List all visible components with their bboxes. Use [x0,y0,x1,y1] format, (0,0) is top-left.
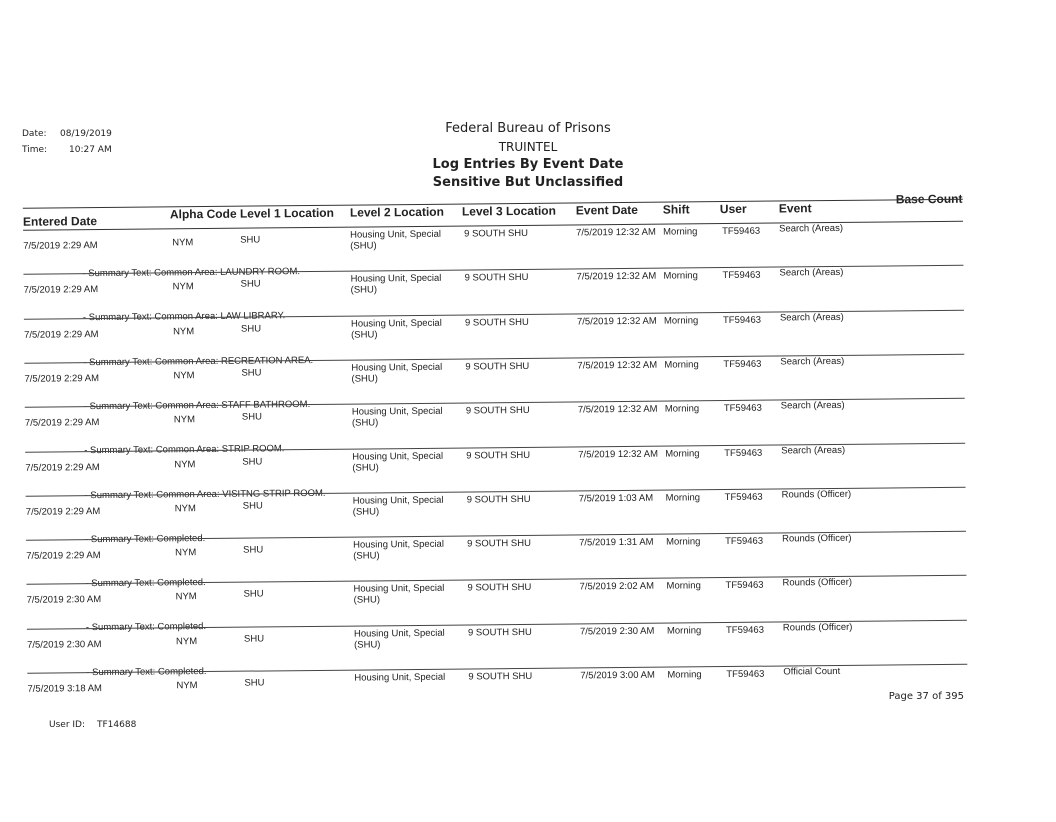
cell-level3-location: 9 SOUTH SHU [466,449,531,462]
cell-event: Rounds (Officer) [782,577,853,589]
cell-level1-location: SHU [242,455,263,468]
cell-user: TF59463 [725,535,764,548]
summary-text: - Summary Text: Completed. [85,577,206,590]
cell-event-date: 7/5/2019 12:32 AM [577,359,658,372]
cell-alpha-code: NYM [176,680,198,692]
cell-user: TF59463 [722,225,761,238]
cell-entered-date: 7/5/2019 3:18 AM [27,683,102,695]
cell-level2-location: Housing Unit, Special (SHU) [350,317,442,341]
cell-level1-location: SHU [240,234,261,246]
cell-level3-location: 9 SOUTH SHU [464,227,529,240]
summary-text: - Summary Text: Completed. [84,532,206,545]
col-user: User [719,201,747,217]
cell-event-date: 7/5/2019 12:32 AM [576,226,656,239]
cell-entered-date: 7/5/2019 2:29 AM [25,505,101,518]
cell-level2-location: Housing Unit, Special (SHU) [352,494,444,518]
cell-level2-location: Housing Unit, Special (SHU) [353,583,445,606]
cell-user: TF59463 [723,358,762,370]
cell-alpha-code: NYM [175,635,198,647]
col-entered-date: Entered Date [22,214,98,229]
summary-text: - Summary Text: Completed. [86,665,207,678]
cell-shift: Morning [666,624,702,637]
cell-user: TF59463 [722,314,762,326]
cell-alpha-code: NYM [173,414,196,426]
classification-label: Sensitive But Unclassified [432,175,624,190]
col-event: Event [778,201,812,216]
cell-level2-location: Housing Unit, Special (SHU) [353,538,444,562]
cell-alpha-code: NYM [172,237,194,249]
cell-level1-location: SHU [243,544,264,556]
col-shift: Shift [662,202,690,217]
cell-event: Rounds (Officer) [782,621,853,634]
cell-event: Search (Areas) [781,444,846,456]
col-alpha-code: Alpha Code [169,206,237,222]
org-title: Federal Bureau of Prisons [445,121,611,136]
date-value: 08/19/2019 [60,129,112,139]
cell-event: Search (Areas) [780,400,845,412]
page-number: Page 37 of 395 [888,691,964,702]
cell-level2-location: Housing Unit, Special (SHU) [350,228,441,252]
cell-level2-location: Housing Unit, Special (SHU) [351,361,443,385]
cell-shift: Morning [663,226,698,238]
cell-entered-date: 7/5/2019 2:29 AM [23,240,98,252]
cell-level3-location: 9 SOUTH SHU [465,360,530,373]
cell-shift: Morning [664,403,700,415]
cell-level3-location: 9 SOUTH SHU [467,537,532,550]
summary-text: - Summary Text: Common Area: RECREATION AREA. [83,354,314,368]
cell-level3-location: 9 SOUTH SHU [464,316,529,329]
summary-text: - Summary Text: Completed. [85,621,207,634]
cell-event-date: 7/5/2019 1:31 AM [579,536,654,549]
cell-event: Search (Areas) [779,267,844,279]
cell-alpha-code: NYM [172,325,195,337]
cell-level1-location: SHU [240,323,262,335]
cell-event-date: 7/5/2019 12:32 AM [576,315,657,328]
cell-shift: Morning [667,669,702,681]
cell-level3-location: 9 SOUTH SHU [467,626,532,639]
cell-alpha-code: NYM [172,281,194,293]
cell-event-date: 7/5/2019 12:32 AM [578,448,659,460]
user-id-label: User ID: [49,720,85,730]
user-id [49,720,136,730]
report-title: Log Entries By Event Date [432,157,624,172]
cell-user: TF59463 [726,668,765,681]
cell-user: TF59463 [725,580,764,592]
cell-shift: Morning [663,314,699,327]
cell-event: Search (Areas) [780,355,845,368]
cell-level3-location: 9 SOUTH SHU [464,272,529,284]
cell-event-date: 7/5/2019 3:00 AM [580,669,655,682]
cell-shift: Morning [666,580,701,592]
cell-event: Rounds (Officer) [782,532,852,545]
cell-level2-location: Housing Unit, Special (SHU) [353,627,445,651]
time-value: 10:27 AM [69,145,112,155]
col-level1-location: Level 1 Location [239,205,335,221]
cell-entered-date: 7/5/2019 2:29 AM [24,328,99,341]
cell-alpha-code: NYM [174,502,196,515]
summary-text: - Summary Text: Common Area: LAUNDRY ROOM. [82,266,301,280]
cell-alpha-code: NYM [174,458,196,470]
cell-event-date: 7/5/2019 2:02 AM [579,581,655,593]
cell-level2-location: Housing Unit, Special (SHU) [351,405,443,429]
cell-entered-date: 7/5/2019 2:29 AM [23,284,99,297]
cell-level2-location: Housing Unit, Special [354,671,446,684]
cell-event: Official Count [783,665,841,678]
cell-user: TF59463 [722,269,761,282]
cell-shift: Morning [663,270,698,282]
cell-event-date: 7/5/2019 1:03 AM [578,492,654,505]
cell-alpha-code: NYM [175,547,197,559]
cell-event-date: 7/5/2019 12:32 AM [577,403,658,416]
col-base-count: Base Count [895,191,963,207]
summary-text: - Summary Text: Common Area: VISITNG STRIP ROOM. [84,487,326,501]
cell-entered-date: 7/5/2019 2:29 AM [24,417,100,429]
cell-event: Rounds (Officer) [781,488,852,501]
time-label: Time: [22,145,48,155]
cell-shift: Morning [665,447,700,460]
col-event-date: Event Date [575,202,638,218]
cell-entered-date: 7/5/2019 2:29 AM [26,550,101,562]
cell-event: Search (Areas) [779,222,844,235]
date-label: Date: [22,129,47,139]
cell-level2-location: Housing Unit, Special (SHU) [350,273,442,296]
cell-shift: Morning [664,359,699,371]
cell-user: TF59463 [724,491,763,503]
cell-entered-date: 7/5/2019 2:29 AM [25,461,100,474]
cell-level3-location: 9 SOUTH SHU [467,582,532,594]
col-level2-location: Level 2 Location [349,204,444,220]
cell-level1-location: SHU [240,278,261,290]
cell-level2-location: Housing Unit, Special (SHU) [352,450,444,474]
cell-level3-location: 9 SOUTH SHU [468,670,533,683]
cell-entered-date: 7/5/2019 2:30 AM [26,638,102,651]
cell-user: TF59463 [725,624,765,636]
cell-event-date: 7/5/2019 2:30 AM [579,625,655,638]
cell-user: TF59463 [724,447,763,459]
cell-shift: Morning [665,492,701,504]
cell-alpha-code: NYM [173,370,195,382]
summary-text: - Summary Text: Common Area: STAFF BATHROOM. [83,398,311,413]
cell-level3-location: 9 SOUTH SHU [465,405,530,417]
cell-entered-date: 7/5/2019 2:30 AM [26,594,102,607]
cell-level1-location: SHU [241,367,262,379]
col-level3-location: Level 3 Location [461,203,556,219]
cell-alpha-code: NYM [175,591,197,603]
cell-event: Search (Areas) [779,311,844,324]
cell-level1-location: SHU [243,588,264,601]
summary-text: - Summary Text: Common Area: STRIP ROOM. [84,443,285,457]
cell-level1-location: SHU [242,500,263,512]
cell-level1-location: SHU [244,677,265,689]
cell-user: TF59463 [723,402,762,415]
user-id-value: TF14688 [97,720,137,730]
summary-text: - Summary Text: Common Area: LAW LIBRARY. [82,310,286,324]
cell-level3-location: 9 SOUTH SHU [466,493,531,506]
cell-event-date: 7/5/2019 12:32 AM [576,270,657,283]
system-title: TRUINTEL [498,140,558,154]
cell-entered-date: 7/5/2019 2:29 AM [24,372,100,385]
cell-level1-location: SHU [243,633,265,645]
cell-level1-location: SHU [241,411,262,423]
cell-shift: Morning [666,536,701,548]
